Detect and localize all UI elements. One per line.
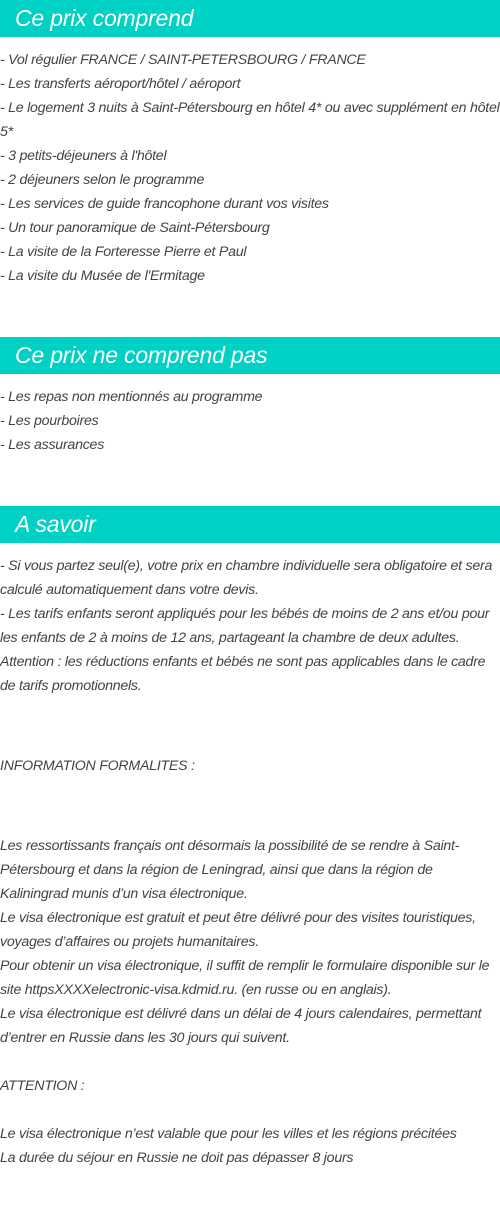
paragraph: La durée du séjour en Russie ne doit pas dépasser 8 jours [0, 1150, 354, 1166]
section-title-comprend: Ce prix comprend [0, 0, 500, 37]
paragraph: Les ressortissants français ont désormais la possibilité de se rendre à Saint-Pétersbourg et dans la région de Leningrad, ainsi que dans la région de Kaliningrad munis d’un visa électronique. [0, 838, 460, 902]
section-title-ne-comprend-pas: Ce prix ne comprend pas [0, 337, 500, 374]
list-item: - 2 déjeuners selon le programme [0, 172, 205, 188]
list-item: - 3 petits-déjeuners à l'hôtel [0, 148, 167, 164]
list-item: - Les pourboires [0, 413, 99, 429]
list-item: - Vol régulier FRANCE / SAINT-PETERSBOURG / FRANCE [0, 52, 366, 68]
list-item: - Les transferts aéroport/hôtel / aéroport [0, 76, 241, 92]
paragraph: Pour obtenir un visa électronique, il suffit de remplir le formulaire disponible sur le site httpsXXXXelectronic-visa.kdmid.ru. (en russe ou en anglais). [0, 958, 490, 998]
attention-heading: ATTENTION : [0, 1078, 85, 1094]
paragraph: Le visa électronique est gratuit et peut être délivré pour des visites touristiques, voyages d’affaires ou projets humanitaires. [0, 910, 476, 950]
paragraph: Le visa électronique est délivré dans un délai de 4 jours calendaires, permettant d’entrer en Russie dans les 30 jours qui suivent. [0, 1006, 482, 1046]
list-item: - Les services de guide francophone durant vos visites [0, 196, 329, 212]
list-item: - La visite du Musée de l'Ermitage [0, 268, 205, 284]
list-item: - Un tour panoramique de Saint-Pétersbourg [0, 220, 270, 236]
section-title-a-savoir: A savoir [0, 506, 500, 543]
formalites-paragraphs [0, 834, 500, 1050]
a-savoir-notes [0, 554, 500, 698]
paragraph: Le visa électronique n’est valable que pour les villes et les régions précitées [0, 1126, 457, 1142]
included-list [0, 48, 500, 288]
list-item: - Les assurances [0, 437, 105, 453]
paragraph: - Si vous partez seul(e), votre prix en chambre individuelle sera obligatoire et sera calculé automatiquement dans votre devis. [0, 558, 493, 598]
list-item: - Le logement 3 nuits à Saint-Pétersbourg en hôtel 4* ou avec supplément en hôtel 5* [0, 100, 500, 140]
paragraph: - Les tarifs enfants seront appliqués pour les bébés de moins de 2 ans et/ou pour les enfants de 2 à moins de 12 ans, partageant la chambre de deux adultes. [0, 606, 490, 646]
paragraph: Attention : les réductions enfants et bébés ne sont pas applicables dans le cadre de tarifs promotionnels. [0, 654, 486, 694]
list-item: - Les repas non mentionnés au programme [0, 389, 263, 405]
list-item: - La visite de la Forteresse Pierre et Paul [0, 244, 247, 260]
formalites-heading: INFORMATION FORMALITES : [0, 758, 195, 774]
attention-lines [0, 1122, 500, 1170]
excluded-list [0, 385, 500, 457]
